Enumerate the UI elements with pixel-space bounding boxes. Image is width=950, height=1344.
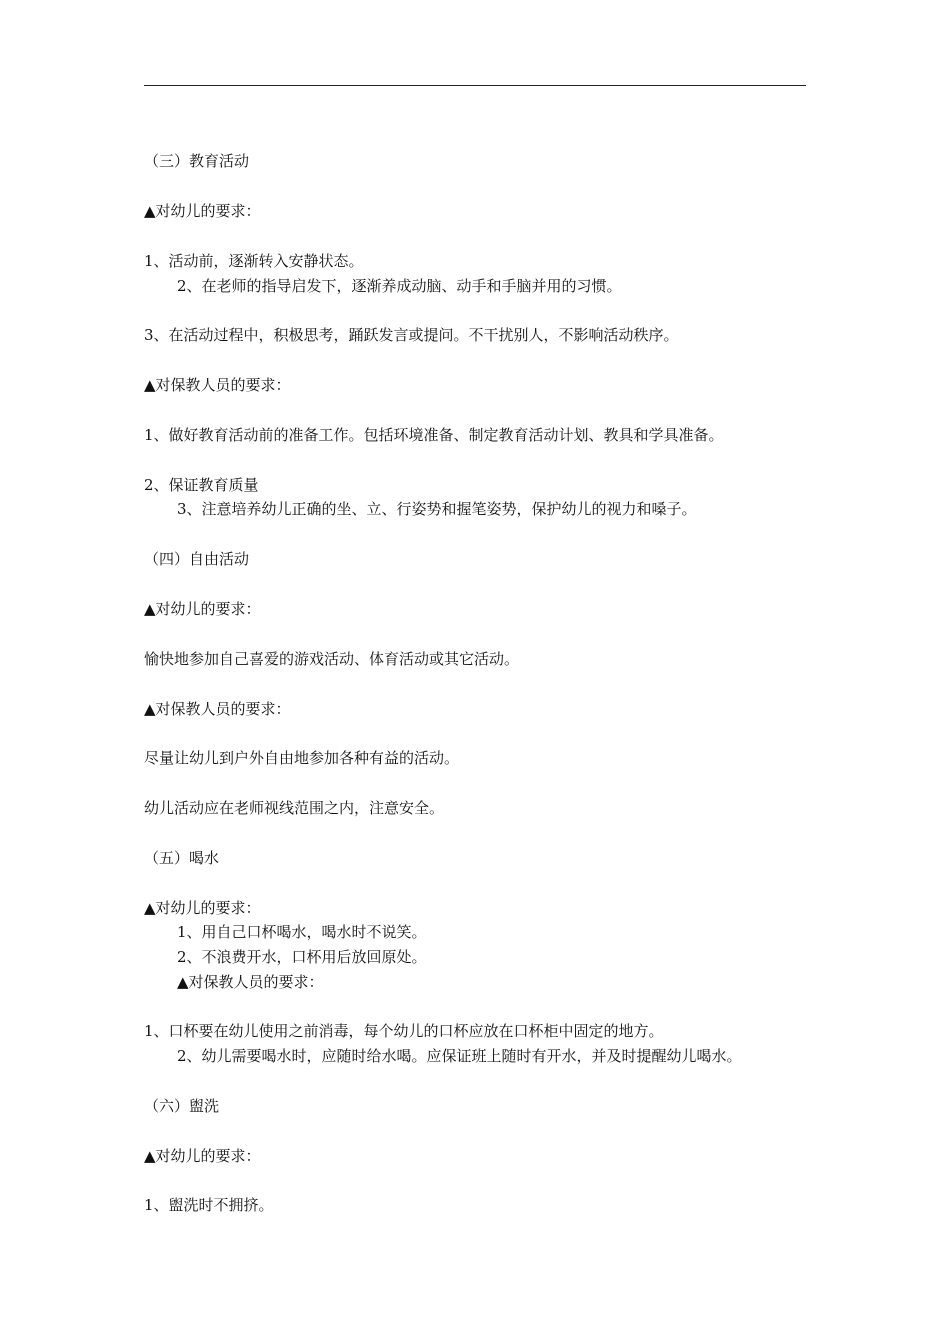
list-item: 1、口杯要在幼儿使用之前消毒，每个幼儿的口杯应放在口杯柜中固定的地方。 <box>144 1022 664 1040</box>
requirement-heading-children: ▲对幼儿的要求： <box>144 202 261 220</box>
paragraph: 幼儿活动应在老师视线范围之内，注意安全。 <box>144 799 445 817</box>
list-item: 1、盥洗时不拥挤。 <box>144 1196 274 1214</box>
section-heading-education-activity: （三）教育活动 <box>144 152 250 170</box>
list-item: 3、在活动过程中，积极思考，踊跃发言或提问。不干扰别人，不影响活动秩序。 <box>144 326 679 344</box>
section-heading-free-activity: （四）自由活动 <box>144 550 250 568</box>
section-heading-drinking-water: （五）喝水 <box>144 849 220 867</box>
list-item: 2、幼儿需要喝水时，应随时给水喝。应保证班上随时有开水，并及时提醒幼儿喝水。 <box>177 1047 742 1065</box>
paragraph: 尽量让幼儿到户外自由地参加各种有益的活动。 <box>144 749 460 767</box>
list-item: 1、活动前，逐渐转入安静状态。 <box>144 252 364 270</box>
requirement-heading-staff: ▲对保教人员的要求： <box>144 700 291 718</box>
list-item: 2、不浪费开水，口杯用后放回原处。 <box>177 948 427 966</box>
list-item: 1、用自己口杯喝水，喝水时不说笑。 <box>177 923 427 941</box>
paragraph: 愉快地参加自己喜爱的游戏活动、体育活动或其它活动。 <box>144 650 520 668</box>
list-item: 2、在老师的指导启发下，逐渐养成动脑、动手和手脑并用的习惯。 <box>177 277 622 295</box>
section-heading-washing: （六）盥洗 <box>144 1097 220 1115</box>
requirement-heading-children: ▲对幼儿的要求： <box>144 899 261 917</box>
header-rule <box>144 85 806 86</box>
requirement-heading-staff: ▲对保教人员的要求： <box>144 376 291 394</box>
list-item: 3、注意培养幼儿正确的坐、立、行姿势和握笔姿势，保护幼儿的视力和嗓子。 <box>177 500 697 518</box>
requirement-heading-children: ▲对幼儿的要求： <box>144 600 261 618</box>
list-item: 1、做好教育活动前的准备工作。包括环境准备、制定教育活动计划、教具和学具准备。 <box>144 426 724 444</box>
requirement-heading-staff: ▲对保教人员的要求： <box>177 973 324 991</box>
requirement-heading-children: ▲对幼儿的要求： <box>144 1147 261 1165</box>
list-item: 2、保证教育质量 <box>144 476 259 494</box>
